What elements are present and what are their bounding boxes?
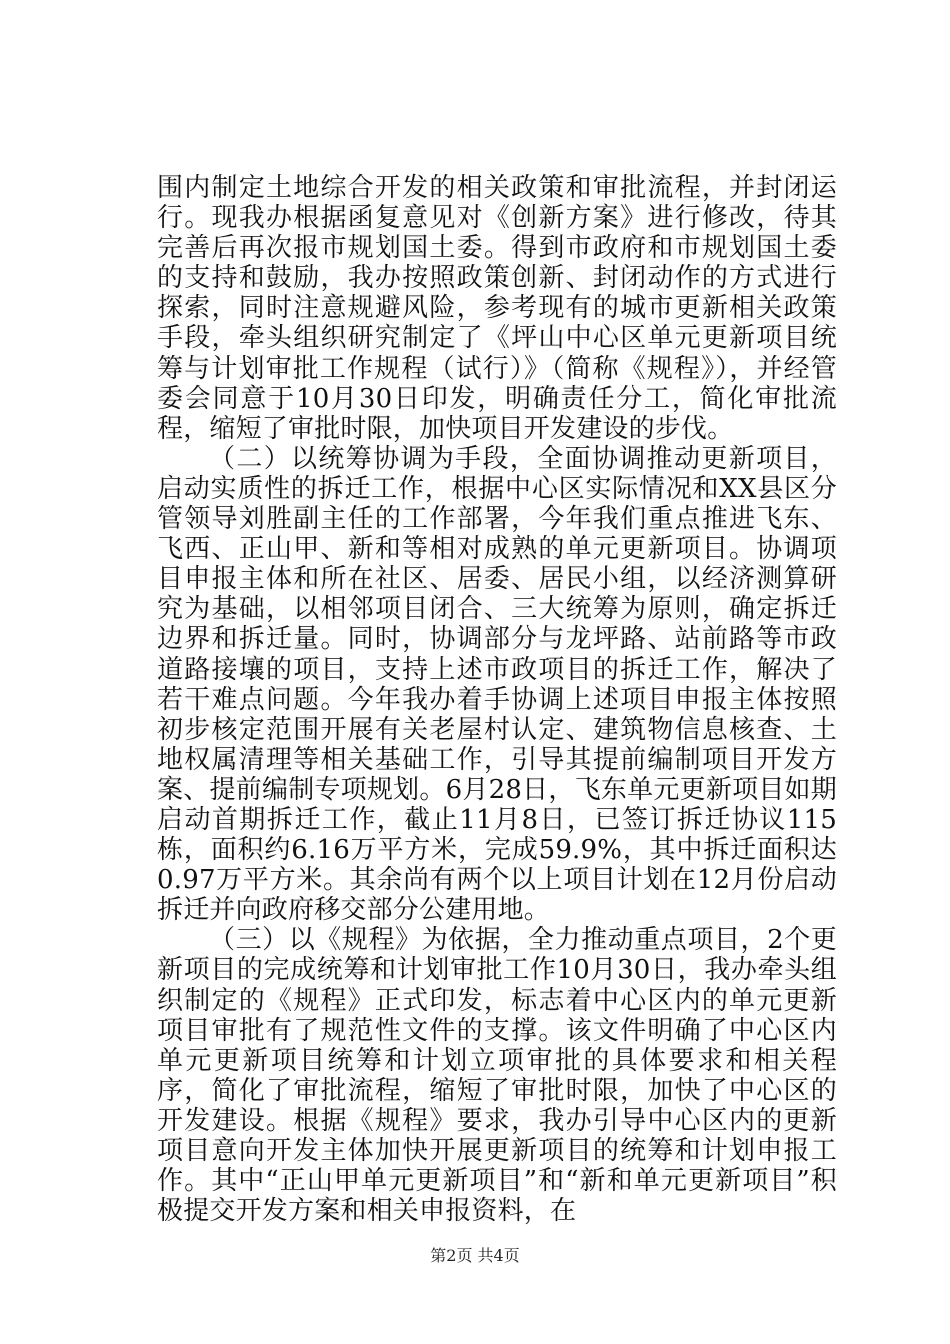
paragraph-section-three: （三）以《规程》为依据，全力推动重点项目，2个更新项目的完成统筹和计划审批工作10月30日，我办牵头组织制定的《规程》正式印发，标志着中心区内的单元更新项目审批有了规范性文件的支撑。该文件明确了中心区内单元更新项目统筹和计划立项审批的具体要求和相关程序，简化了审批流程，缩短了审批时限，加快了中心区的开发建设。根据《规程》要求，我办引导中心区内的更新项目意向开发主体加快开展更新项目的统筹和计划申报工作。其中“正山甲单元更新项目”和“新和单元更新项目”积极提交开发方案和相关申报资料，在	[157, 925, 837, 1227]
paragraph-section-two: （二）以统筹协调为手段，全面协调推动更新项目，启动实质性的拆迁工作，根据中心区实际情况和XX县区分管领导刘胜副主任的工作部署，今年我们重点推进飞东、飞西、正山甲、新和等相对成熟的单元更新项目。协调项目申报主体和所在社区、居委、居民小组，以经济测算研究为基础，以相邻项目闭合、三大统筹为原则，确定拆迁边界和拆迁量。同时，协调部分与龙坪路、站前路等市政道路接壤的项目，支持上述市政项目的拆迁工作，解决了若干难点问题。今年我办着手协调上述项目申报主体按照初步核定范围开展有关老屋村认定、建筑物信息核查、土地权属清理等相关基础工作，引导其提前编制项目开发方案、提前编制专项规划。6月28日，飞东单元更新项目如期启动首期拆迁工作，截止11月8日，已签订拆迁协议115栋，面积约6.16万平方米，完成59.9%，其中拆迁面积达0.97万平方米。其余尚有两个以上项目计划在12月份启动拆迁并向政府移交部分公建用地。	[157, 443, 837, 926]
page-number-footer: 第2页 共4页	[430, 1246, 520, 1265]
document-body	[157, 173, 837, 1226]
paragraph-continuation: 围内制定土地综合开发的相关政策和审批流程，并封闭运行。现我办根据函复意见对《创新方案》进行修改，待其完善后再次报市规划国土委。得到市政府和市规划国土委的支持和鼓励，我办按照政策创新、封闭动作的方式进行探索，同时注意规避风险，参考现有的城市更新相关政策手段，牵头组织研究制定了《坪山中心区单元更新项目统筹与计划审批工作规程（试行）》（简称《规程》），并经管委会同意于10月30日印发，明确责任分工，简化审批流程，缩短了审批时限，加快项目开发建设的步伐。	[157, 173, 837, 444]
